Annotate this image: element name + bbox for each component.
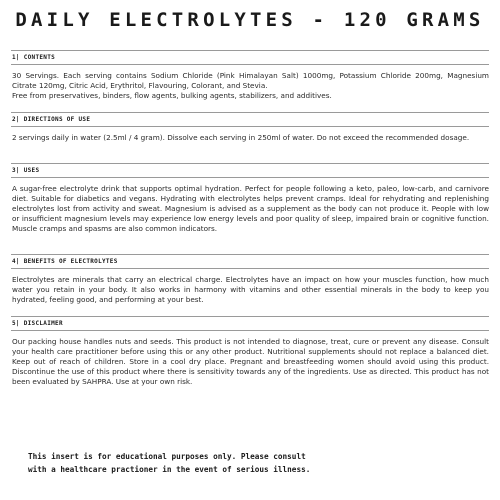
body-paragraph: Electrolytes are minerals that carry an electrical charge. Electrolytes have an impact on how your muscles function, how much water you retain in your body. It also works in harmony with vitamins and other essential minerals in the body to keep you hydrated, feeling good, and performing at your best.	[12, 275, 489, 305]
body-paragraph: Our packing house handles nuts and seeds. This product is not intended to diagnose, treat, cure or prevent any disease. Consult your health care practitioner before using this or any other product. Nutritional supplements should not replace a balanced diet. Keep out of reach of children. Store in a cool dry place. Pregnant and breastfeeding women should avoid using this product. Discontinue the use of this product where there is sensitivity towards any of the ingredients. Use as directed. This product has not been evaluated by SAHPRA. Use at your own risk.	[12, 337, 489, 387]
educational-notice	[28, 450, 468, 476]
section-body	[11, 133, 489, 143]
body-paragraph: A sugar-free electrolyte drink that supports optimal hydration. Perfect for people following a keto, paleo, low-carb, and carnivore diet. Suitable for diabetics and vegans. Hydrating with electrolytes helps prevent cramps. Ideal for rehydrating and replenishing electrolytes lost from activity and sweat. Magnesium is advised as a supplement as the body can not produce it. People with low or insufficient magnesium levels may experience low energy levels and poor quality of sleep, impaired brain or cognitive function. Muscle cramps and spasms are also common indicators.	[12, 184, 489, 234]
body-paragraph: 30 Servings. Each serving contains Sodium Chloride (Pink Himalayan Salt) 1000mg, Potassium Chloride 200mg, Magnesium Citrate 120mg, Citric Acid, Erythritol, Flavouring, Colorant, and Stevia.	[12, 71, 489, 91]
section-disclaimer	[11, 316, 489, 387]
section-contents	[11, 50, 489, 101]
section-body	[11, 184, 489, 234]
section-body	[11, 275, 489, 305]
section-uses	[11, 163, 489, 234]
section-body	[11, 71, 489, 101]
body-paragraph: 2 servings daily in water (2.5ml / 4 gram). Dissolve each serving in 250ml of water. Do not exceed the recommended dosage.	[12, 133, 470, 142]
section-heading: 1| CONTENTS	[11, 50, 489, 65]
body-paragraph: Free from preservatives, binders, flow agents, bulking agents, stabilizers, and additives.	[12, 91, 332, 101]
notice-line: with a healthcare practioner in the event of serious illness.	[28, 465, 311, 474]
section-body	[11, 337, 489, 387]
section-heading: 4| BENEFITS OF ELECTROLYTES	[11, 254, 489, 269]
section-heading: 5| DISCLAIMER	[11, 316, 489, 331]
section-heading: 2| DIRECTIONS OF USE	[11, 112, 489, 127]
notice-line: This insert is for educational purposes only. Please consult	[28, 452, 306, 461]
section-heading: 3| USES	[11, 163, 489, 178]
page-title: DAILY ELECTROLYTES - 120 GRAMS	[15, 9, 485, 31]
section-directions	[11, 112, 489, 143]
section-benefits	[11, 254, 489, 305]
